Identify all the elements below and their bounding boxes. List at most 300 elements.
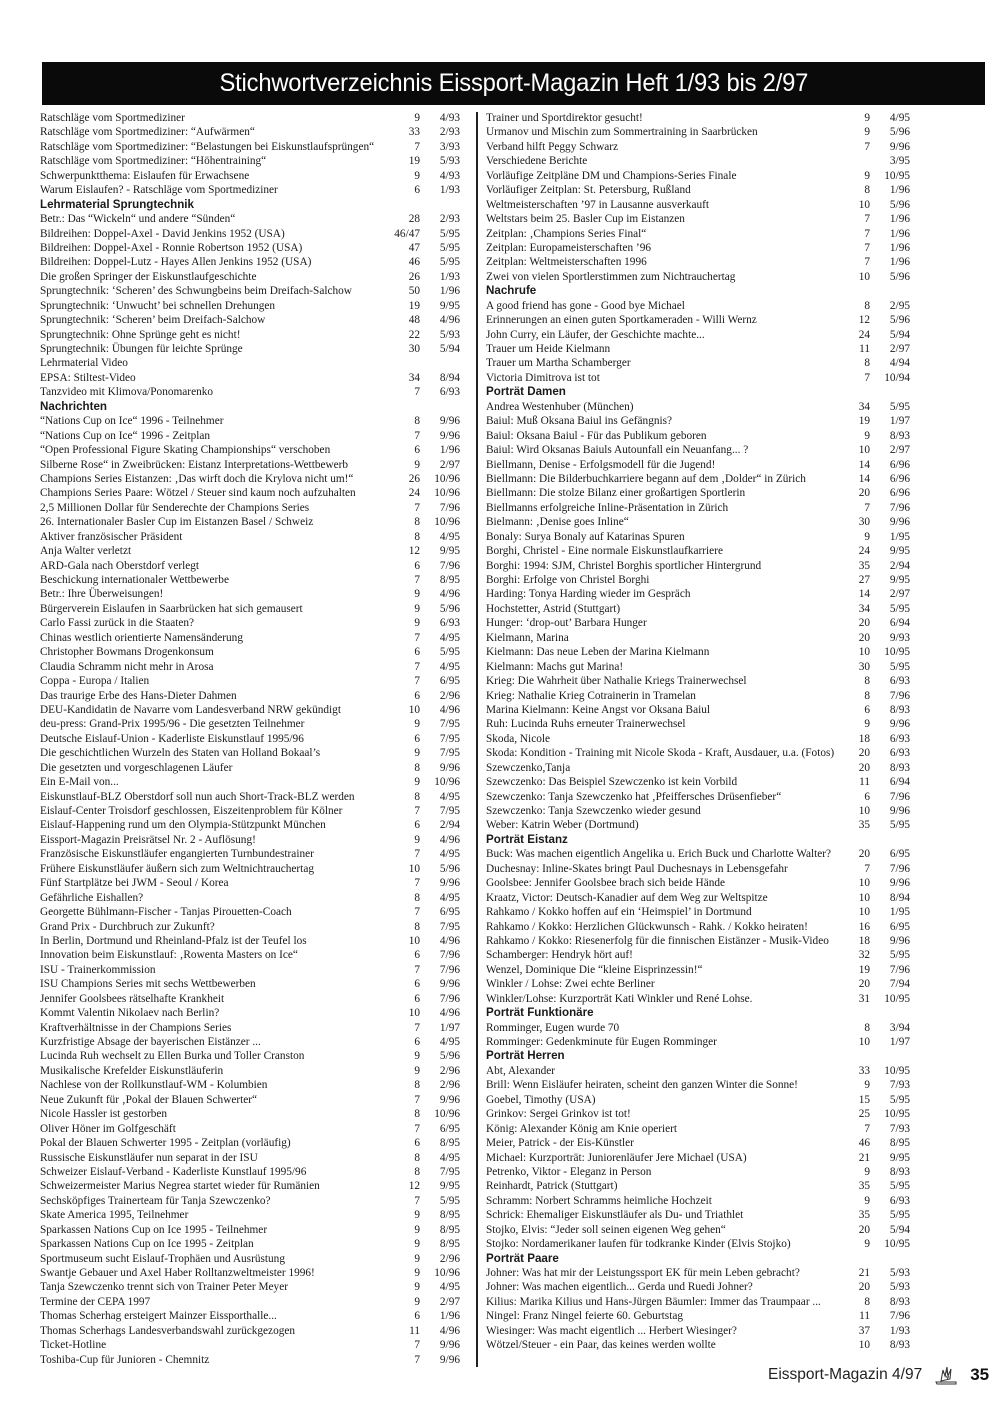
index-entry xyxy=(486,472,910,486)
entry-title: “Nations Cup on Ice“ 1996 - Zeitplan xyxy=(40,429,211,442)
entry-title: Ruh: Lucinda Ruhs erneuter Trainerwechsel xyxy=(486,718,686,731)
index-entry xyxy=(486,1165,910,1179)
index-entry xyxy=(486,414,910,428)
entry-issue: 8/95 xyxy=(439,1209,460,1222)
entry-issue: 4/93 xyxy=(439,169,460,182)
entry-page: 9 xyxy=(414,1050,420,1063)
index-entry xyxy=(40,761,460,775)
entry-title: Biellmann, Denise - Erfolgsmodell für die Jugend! xyxy=(486,458,716,471)
entry-page: 8 xyxy=(414,530,420,543)
index-entry xyxy=(486,111,910,125)
entry-issue: 8/93 xyxy=(889,429,910,442)
index-entry xyxy=(40,804,460,818)
entry-title: Musikalische Krefelder Eiskunstläuferin xyxy=(40,1064,224,1077)
entry-issue: 6/94 xyxy=(889,617,910,630)
entry-title: Chinas westlich orientierte Namensänderung xyxy=(40,631,243,644)
entry-page: 8 xyxy=(864,299,870,312)
entry-title: Marina Kielmann: Keine Angst vor Oksana Baiul xyxy=(486,703,711,716)
entry-issue: 6/93 xyxy=(889,747,910,760)
entry-issue: 6/95 xyxy=(439,1122,460,1135)
index-entry xyxy=(40,587,460,601)
index-entry xyxy=(486,689,910,703)
entry-page: 11 xyxy=(859,1310,870,1323)
entry-issue: 5/95 xyxy=(439,1194,460,1207)
section-heading xyxy=(486,284,910,298)
entry-page: 9 xyxy=(864,1238,870,1251)
entry-issue: 7/96 xyxy=(889,501,910,514)
entry-page: 7 xyxy=(864,227,870,240)
entry-title: Sprungtechnik: Übungen für leichte Sprünge xyxy=(40,343,243,355)
index-entry xyxy=(486,616,910,630)
skater-logo-icon xyxy=(932,1364,960,1386)
entry-page: 8 xyxy=(414,415,420,428)
section-heading xyxy=(40,198,460,212)
entry-issue: 2/97 xyxy=(889,588,910,601)
entry-page: 9 xyxy=(414,1238,420,1251)
index-entry xyxy=(486,299,910,313)
index-entry xyxy=(40,1151,460,1165)
entry-page xyxy=(386,356,420,370)
entry-title: Petrenko, Viktor - Eleganz in Person xyxy=(486,1165,652,1178)
index-entry xyxy=(40,1021,460,1035)
entry-issue: 1/96 xyxy=(439,285,460,298)
index-entry xyxy=(486,183,910,197)
entry-issue: 2/97 xyxy=(439,1295,460,1308)
entry-issue: 9/95 xyxy=(439,545,460,558)
entry-page: 10 xyxy=(858,891,870,904)
entry-title: Hunger: ‘drop-out’ Barbara Hunger xyxy=(486,617,647,630)
entry-issue: 9/96 xyxy=(889,877,910,890)
entry-title: Schrick: Ehemaliger Eiskunstläufer als Du- und Triathlet xyxy=(486,1209,744,1222)
entry-issue: 8/95 xyxy=(439,574,460,586)
section-heading xyxy=(486,833,910,847)
index-entry xyxy=(486,891,910,905)
entry-page: 7 xyxy=(864,140,870,153)
entry-page: 11 xyxy=(859,343,870,355)
index-entry xyxy=(486,1280,910,1294)
entry-page: 14 xyxy=(858,458,870,471)
entry-page: 9 xyxy=(864,1165,870,1178)
entry-page: 9 xyxy=(864,530,870,543)
entry-issue: 10/95 xyxy=(884,169,910,182)
entry-issue: 8/95 xyxy=(889,1137,910,1150)
entry-title: ISU Champions Series mit sechs Wettbewerben xyxy=(40,978,256,991)
entry-page: 30 xyxy=(408,343,420,355)
index-entry xyxy=(486,862,910,876)
entry-page: 10 xyxy=(858,906,870,919)
entry-title: Eislauf-Center Troisdorf geschlossen, Eiszeitenproblem für Kölner xyxy=(40,805,343,817)
index-entry xyxy=(40,920,460,934)
index-entry xyxy=(486,847,910,861)
entry-issue: 5/95 xyxy=(889,660,910,673)
index-entry xyxy=(40,1078,460,1092)
entry-page: 9 xyxy=(864,429,870,442)
entry-issue: 4/95 xyxy=(439,631,460,644)
entry-page: 12 xyxy=(408,1180,420,1193)
index-entry xyxy=(486,1194,910,1208)
section-heading-label: Nachrichten xyxy=(40,399,108,413)
entry-page: 22 xyxy=(408,328,420,341)
entry-page: 33 xyxy=(858,1064,870,1077)
entry-issue: 2/96 xyxy=(439,1079,460,1092)
entry-issue: 4/95 xyxy=(439,790,460,803)
index-entry xyxy=(486,992,910,1006)
page-footer xyxy=(768,1364,989,1386)
entry-title: Grand Prix - Durchbruch zur Zukunft? xyxy=(40,920,215,933)
index-entry xyxy=(40,1035,460,1049)
entry-title: Ein E-Mail von... xyxy=(40,776,119,789)
entry-title: Victoria Dimitrova ist tot xyxy=(486,371,600,384)
index-entry xyxy=(40,1136,460,1150)
entry-page: 9 xyxy=(414,588,420,601)
section-heading xyxy=(486,1006,910,1020)
entry-title: Verband hilft Peggy Schwarz xyxy=(486,140,619,153)
entry-issue: 5/96 xyxy=(439,1050,460,1063)
entry-page: 7 xyxy=(864,256,870,269)
entry-title: “Nations Cup on Ice“ 1996 - Teilnehmer xyxy=(40,415,224,428)
entry-page: 9 xyxy=(414,1209,420,1222)
entry-page: 9 xyxy=(414,1281,420,1294)
index-entry xyxy=(486,746,910,760)
entry-issue: 2/97 xyxy=(439,458,460,471)
entry-title: Baiul: Oksana Baiul - Für das Publikum geboren xyxy=(486,429,707,442)
entry-title: Grinkov: Sergei Grinkov ist tot! xyxy=(486,1108,631,1121)
entry-issue: 4/95 xyxy=(439,891,460,904)
entry-issue: 9/93 xyxy=(889,631,910,644)
entry-title: Claudia Schramm nicht mehr in Arosa xyxy=(40,660,214,673)
entry-issue: 5/95 xyxy=(889,819,910,832)
entry-issue: 5/95 xyxy=(889,602,910,615)
entry-title: Vorläufiger Zeitplan: St. Petersburg, Rußland xyxy=(486,184,691,197)
entry-issue: 7/95 xyxy=(439,805,460,817)
entry-issue: 1/93 xyxy=(889,1324,910,1337)
entry-issue: 8/93 xyxy=(889,761,910,774)
entry-page: 10 xyxy=(858,646,870,659)
entry-issue: 9/95 xyxy=(889,1151,910,1164)
index-entry xyxy=(40,703,460,717)
entry-title: Das traurige Erbe des Hans-Dieter Dahmen xyxy=(40,689,237,702)
entry-issue: 7/93 xyxy=(889,1122,910,1135)
entry-title: Trauer um Heide Kielmann xyxy=(486,343,611,355)
entry-title: A good friend has gone - Good bye Michael xyxy=(486,299,685,312)
entry-title: Baiul: Muß Oksana Baiul ins Gefängnis? xyxy=(486,415,673,428)
entry-page: 27 xyxy=(858,574,870,586)
index-entry xyxy=(486,270,910,284)
entry-issue: 4/96 xyxy=(439,833,460,846)
entry-title: Betr.: Ihre Überweisungen! xyxy=(40,588,164,601)
index-entry xyxy=(486,717,910,731)
entry-issue xyxy=(420,356,460,370)
entry-issue: 1/93 xyxy=(439,270,460,283)
section-heading-label: Porträt Herren xyxy=(486,1049,565,1063)
index-entry xyxy=(40,212,460,226)
entry-issue: 3/93 xyxy=(439,140,460,153)
entry-title: Wenzel, Dominique Die “kleine Eisprinzessin!“ xyxy=(486,963,703,976)
index-entry xyxy=(486,732,910,746)
entry-issue: 1/95 xyxy=(889,530,910,543)
entry-page: 19 xyxy=(858,415,870,428)
index-entry xyxy=(40,227,460,241)
entry-page: 7 xyxy=(414,877,420,890)
index-entry xyxy=(40,443,460,457)
entry-title: Rahkamo / Kokko: Riesenerfolg für die finnischen Eistänzer - Musik-Video xyxy=(486,934,829,947)
entry-title: Sportmuseum sucht Eislauf-Trophäen und Ausrüstung xyxy=(40,1252,285,1265)
entry-page: 28 xyxy=(408,213,420,226)
entry-title: ISU - Trainerkommission xyxy=(40,963,156,976)
entry-title: Meier, Patrick - der Eis-Künstler xyxy=(486,1137,634,1150)
index-entry xyxy=(40,689,460,703)
entry-title: Fünf Startplätze bei JWM - Seoul / Korea xyxy=(40,877,229,890)
entry-title: Bildreihen: Doppel-Axel - David Jenkins 1952 (USA) xyxy=(40,227,285,240)
entry-page: 8 xyxy=(414,516,420,529)
entry-issue: 6/93 xyxy=(889,1194,910,1207)
entry-page: 9 xyxy=(414,617,420,630)
entry-page: 35 xyxy=(858,819,870,832)
index-entry xyxy=(486,212,910,226)
index-entry xyxy=(40,847,460,861)
entry-page: 7 xyxy=(414,386,420,399)
entry-title: Goolsbee: Jennifer Goolsbee brach sich beide Hände xyxy=(486,877,726,890)
index-entry xyxy=(40,1280,460,1294)
entry-title: Ratschläge vom Sportmediziner: “Belastungen bei Eiskunstlaufsprüngen“ xyxy=(40,140,375,153)
entry-page: 20 xyxy=(858,761,870,774)
index-entry xyxy=(40,559,460,573)
index-entry xyxy=(486,429,910,443)
index-column-left xyxy=(40,111,460,1367)
entry-page: 8 xyxy=(414,1079,420,1092)
entry-page: 10 xyxy=(408,862,420,875)
entry-issue: 8/93 xyxy=(889,703,910,716)
index-entry xyxy=(40,934,460,948)
index-entry xyxy=(486,920,910,934)
index-entry xyxy=(486,1309,910,1323)
entry-page: 14 xyxy=(858,472,870,485)
index-entry xyxy=(40,1223,460,1237)
index-entry xyxy=(40,660,460,674)
entry-issue: 9/96 xyxy=(889,805,910,817)
entry-page: 9 xyxy=(414,112,420,124)
entry-issue: 9/96 xyxy=(439,761,460,774)
entry-issue: 10/95 xyxy=(884,1238,910,1251)
entry-page: 8 xyxy=(414,761,420,774)
entry-title: Romminger: Gedenkminute für Eugen Romminger xyxy=(486,1036,717,1048)
index-entry xyxy=(40,1237,460,1251)
entry-page: 8 xyxy=(864,184,870,197)
entry-title: Schwerpunktthema: Eislaufen für Erwachsene xyxy=(40,169,250,182)
entry-title: Borghi, Christel - Eine normale Eiskunstlaufkarriere xyxy=(486,545,723,558)
entry-title: Kilius: Marika Kilius und Hans-Jürgen Bäumler: Immer das Traumpaar ... xyxy=(486,1295,821,1308)
entry-title: Deutsche Eislauf-Union - Kaderliste Eiskunstlauf 1995/96 xyxy=(40,732,304,745)
index-entry xyxy=(40,862,460,876)
entry-issue: 6/93 xyxy=(889,675,910,688)
entry-issue: 5/95 xyxy=(439,256,460,269)
entry-issue: 5/96 xyxy=(439,602,460,615)
entry-page: 6 xyxy=(414,559,420,572)
entry-page xyxy=(836,154,870,168)
entry-title: Sparkassen Nations Cup on Ice 1995 - Teilnehmer xyxy=(40,1223,268,1236)
entry-title: Russische Eiskunstläufer nun separat in der ISU xyxy=(40,1151,258,1164)
index-entry xyxy=(40,1252,460,1266)
index-entry xyxy=(486,486,910,500)
entry-issue: 5/96 xyxy=(889,270,910,283)
index-entry xyxy=(486,255,910,269)
index-entry xyxy=(486,227,910,241)
title-banner xyxy=(42,62,985,105)
entry-issue: 2/97 xyxy=(889,444,910,457)
index-entry xyxy=(486,818,910,832)
index-entry xyxy=(40,790,460,804)
entry-title: Szewczenko: Tanja Szewczenko hat ‚Pfeiffersches Drüsenfieber“ xyxy=(486,790,782,803)
entry-title: Kurzfristige Absage der bayerischen Eistänzer ... xyxy=(40,1036,261,1048)
index-entry xyxy=(486,342,910,356)
section-heading-label: Nachrufe xyxy=(486,284,537,298)
entry-issue: 4/95 xyxy=(439,1281,460,1294)
entry-title: Ticket-Hotline xyxy=(40,1339,107,1352)
index-entry xyxy=(40,732,460,746)
entry-page: 7 xyxy=(414,848,420,861)
entry-title: John Curry, ein Läufer, der Geschichte machte... xyxy=(486,328,705,341)
entry-issue: 9/96 xyxy=(889,718,910,731)
entry-issue: 5/95 xyxy=(889,1209,910,1222)
index-entry xyxy=(486,1179,910,1193)
entry-issue: 6/93 xyxy=(439,617,460,630)
entry-issue: 2/96 xyxy=(439,689,460,702)
entry-page: 21 xyxy=(858,1151,870,1164)
index-entry xyxy=(486,1338,910,1352)
entry-title: Hochstetter, Astrid (Stuttgart) xyxy=(486,602,621,615)
entry-issue: 10/95 xyxy=(884,646,910,659)
entry-title: Zeitplan: ‚Champions Series Final“ xyxy=(486,227,647,240)
index-entry xyxy=(40,717,460,731)
entry-title: Bildreihen: Doppel-Lutz - Hayes Allen Jenkins 1952 (USA) xyxy=(40,256,312,269)
entry-title: König: Alexander König am Knie operiert xyxy=(486,1122,678,1135)
entry-title: Borghi: Erfolge von Christel Borghi xyxy=(486,574,650,586)
index-entry xyxy=(40,284,460,298)
entry-title: Baiul: Wird Oksanas Baiuls Autounfall ein Neuanfang... ? xyxy=(486,444,749,457)
entry-title: Frühere Eiskunstläufer äußern sich zum Weltnichtrauchertag xyxy=(40,862,314,875)
index-entry xyxy=(40,472,460,486)
entry-title: Biellmann: Die stolze Bilanz einer großartigen Sportlerin xyxy=(486,487,746,500)
entry-page: 37 xyxy=(858,1324,870,1337)
entry-page: 10 xyxy=(858,1339,870,1352)
entry-page: 9 xyxy=(414,1223,420,1236)
entry-issue: 8/93 xyxy=(889,1165,910,1178)
index-entry xyxy=(40,891,460,905)
entry-title: Zeitplan: Weltmeisterschaften 1996 xyxy=(486,256,647,269)
entry-issue: 5/95 xyxy=(889,949,910,962)
entry-page: 7 xyxy=(864,862,870,875)
index-entry xyxy=(40,385,460,399)
entry-page: 32 xyxy=(858,949,870,962)
entry-page: 35 xyxy=(858,1209,870,1222)
entry-title: Kommt Valentin Nikolaev nach Berlin? xyxy=(40,1007,220,1020)
index-entry xyxy=(486,530,910,544)
entry-issue: 4/96 xyxy=(439,588,460,601)
index-entry xyxy=(40,573,460,587)
entry-title: Thomas Scherhags Landesverbandswahl zurückgezogen xyxy=(40,1324,296,1337)
index-entry xyxy=(486,1237,910,1251)
entry-page: 9 xyxy=(414,718,420,731)
entry-page: 6 xyxy=(414,732,420,745)
entry-page: 6 xyxy=(414,1310,420,1323)
index-entry xyxy=(40,342,460,356)
entry-title: Andrea Westenhuber (München) xyxy=(486,400,634,413)
entry-issue: 5/93 xyxy=(439,328,460,341)
entry-page: 33 xyxy=(408,126,420,139)
index-entry xyxy=(40,1324,460,1338)
entry-page: 20 xyxy=(858,978,870,991)
entry-title: Bürgerverein Eislaufen in Saarbrücken hat sich gemausert xyxy=(40,602,303,615)
entry-issue: 5/93 xyxy=(439,155,460,168)
entry-page: 8 xyxy=(864,357,870,370)
index-entry xyxy=(486,371,910,385)
entry-title: Szewczenko,Tanja xyxy=(486,761,571,774)
index-entry xyxy=(486,977,910,991)
entry-title: Lucinda Ruh wechselt zu Ellen Burka und Toller Cranston xyxy=(40,1050,305,1063)
index-entry xyxy=(486,573,910,587)
entry-title: Goebel, Timothy (USA) xyxy=(486,1093,596,1106)
entry-issue: 9/96 xyxy=(439,1339,460,1352)
index-entry xyxy=(486,602,910,616)
section-heading xyxy=(486,385,910,399)
entry-page: 6 xyxy=(864,790,870,803)
index-entry xyxy=(40,1064,460,1078)
index-entry xyxy=(40,602,460,616)
entry-issue: 5/94 xyxy=(439,343,460,355)
entry-page: 12 xyxy=(858,314,870,327)
entry-title: Weltmeisterschaften ’97 in Lausanne ausverkauft xyxy=(486,198,710,211)
entry-issue: 4/95 xyxy=(889,112,910,124)
index-entry xyxy=(40,1309,460,1323)
index-entry xyxy=(486,313,910,327)
entry-title: EPSA: Stiltest-Video xyxy=(40,371,136,384)
entry-title: Schramm: Norbert Schramms heimliche Hochzeit xyxy=(486,1194,712,1207)
entry-issue: 9/95 xyxy=(439,299,460,312)
entry-issue: 2/96 xyxy=(439,1252,460,1265)
index-entry xyxy=(486,154,910,168)
entry-title: Kraftverhältnisse in der Champions Series xyxy=(40,1021,232,1034)
entry-title: Biellmann: Die Bilderbuchkarriere begann auf dem ‚Dolder“ in Zürich xyxy=(486,472,806,485)
entry-page: 7 xyxy=(414,1021,420,1034)
entry-page: 26 xyxy=(408,472,420,485)
index-entry xyxy=(40,1208,460,1222)
index-entry xyxy=(40,833,460,847)
entry-title: Vorläufige Zeitpläne DM und Champions-Series Finale xyxy=(486,169,737,182)
entry-issue: 9/96 xyxy=(889,516,910,529)
index-entry xyxy=(40,775,460,789)
entry-issue: 4/96 xyxy=(439,934,460,947)
entry-page: 9 xyxy=(414,1267,420,1279)
index-entry xyxy=(486,963,910,977)
entry-issue: 4/96 xyxy=(439,703,460,716)
entry-title: Zeitplan: Europameisterschaften ’96 xyxy=(486,241,651,254)
entry-title: Sparkassen Nations Cup on Ice 1995 - Zeitplan xyxy=(40,1238,254,1251)
entry-page: 19 xyxy=(408,155,420,168)
index-entry xyxy=(40,631,460,645)
entry-issue: 5/94 xyxy=(889,328,910,341)
entry-page: 10 xyxy=(858,877,870,890)
entry-page: 6 xyxy=(414,978,420,991)
entry-title: Beschickung internationaler Wettbewerbe xyxy=(40,574,229,586)
entry-issue: 2/95 xyxy=(889,299,910,312)
index-entry xyxy=(40,154,460,168)
entry-issue: 5/96 xyxy=(889,314,910,327)
entry-title: Michael: Kurzporträt: Juniorenläufer Jere Michael (USA) xyxy=(486,1151,747,1164)
index-entry xyxy=(40,270,460,284)
entry-issue: 8/93 xyxy=(889,1295,910,1308)
entry-page: 16 xyxy=(858,920,870,933)
index-entry xyxy=(40,1122,460,1136)
